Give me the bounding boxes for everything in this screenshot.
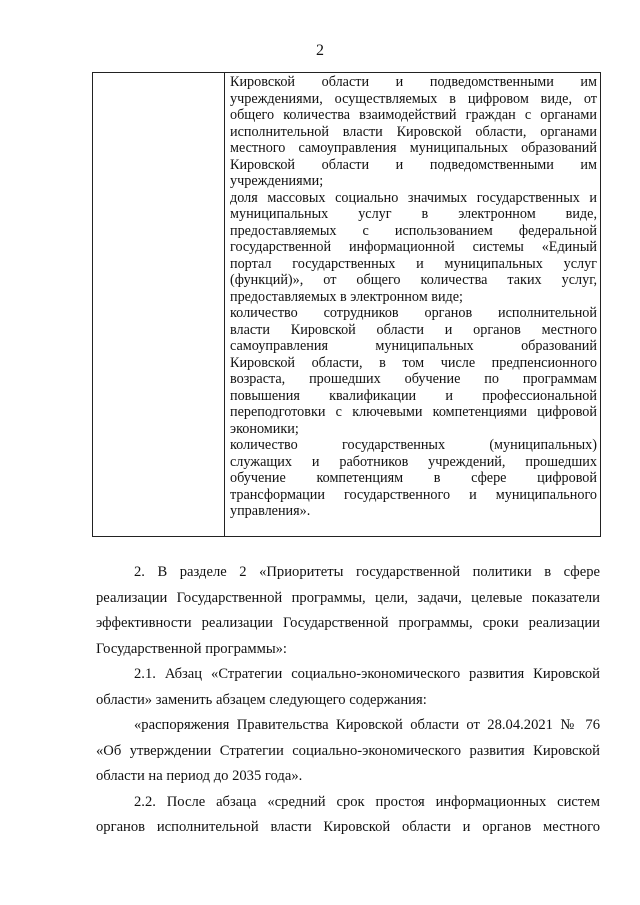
table-cell-line: государственной информационной системы «Единый [230,239,597,255]
table-cell-line: управления». [230,503,311,519]
body-text-line: «Об утверждении Стратегии социально-экономического развития Кировской [96,742,600,759]
body-text-line: эффективности реализации Государственной программы, сроки реализации [96,615,600,631]
table-cell-line: экономики; [230,420,299,437]
indicators-table [92,72,601,537]
body-text-line: 2.1. Абзац «Стратегии социально-экономического развития Кировской [134,666,600,682]
body-text-line: 2.2. После абзаца «средний срок простоя информационных систем [134,793,600,810]
table-cell-line: местного самоуправления муниципальных образований [230,140,597,156]
table-cell-line: возраста, прошедших обучение по программам [230,371,597,387]
table-cell-line: самоуправления муниципальных образований [230,338,597,354]
table-cell-indicators [230,74,597,520]
body-text-line: реализации Государственной программы, цели, задачи, целевые показатели [96,589,600,606]
body-text-line: области на период до 2035 года». [96,768,303,784]
body-text-line: области» заменить абзацем следующего содержания: [96,691,427,708]
table-cell-line: власти Кировской области и органов местного [230,321,597,338]
table-cell-line: (функций)», от общего количества таких услуг, [230,272,597,288]
table-cell-line: предоставляемых в электронном виде; [230,288,463,305]
document-body [96,560,600,841]
body-text-line: «распоряжения Правительства Кировской области от 28.04.2021 № 76 [134,717,600,733]
body-text-line: Государственной программы»: [96,640,287,657]
table-cell-line: обучение компетенциям в сфере цифровой [230,470,597,486]
table-cell-line: учреждениями; [230,173,324,189]
table-cell-line: служащих и работников учреждений, прошедших [230,453,597,470]
table-cell-line: муниципальных услуг в электронном виде, [230,206,597,222]
table-cell-line: Кировской области и подведомственными им [230,74,597,90]
table-cell-line: предоставляемых с использованием федеральной [230,222,597,239]
table-cell-line: портал государственных и муниципальных услуг [230,255,597,272]
page-number: 2 [316,42,324,59]
table-column-divider [224,73,225,536]
body-text-line: органов исполнительной власти Кировской области и органов местного [96,819,600,835]
table-cell-line: переподготовки с ключевыми компетенциями цифровой [230,404,597,420]
table-cell-line: доля массовых социально значимых государственных и [230,189,597,206]
table-cell-line: трансформации государственного и муниципального [230,486,597,503]
table-cell-line: повышения квалификации и профессиональной [230,387,597,404]
table-cell-line: количество государственных (муниципальных) [230,437,597,453]
table-cell-line: Кировской области и подведомственными им [230,156,597,173]
body-text-line: 2. В разделе 2 «Приоритеты государственной политики в сфере [134,564,600,580]
table-cell-line: общего количества взаимодействий граждан с органами [230,107,597,123]
table-cell-line: исполнительной власти Кировской области, органами [230,123,597,140]
table-cell-line: учреждениями, осуществляемых в цифровом виде, от [230,90,597,107]
table-cell-line: количество сотрудников органов исполнительной [230,305,597,321]
table-cell-line: Кировской области, в том числе предпенсионного [230,354,597,371]
